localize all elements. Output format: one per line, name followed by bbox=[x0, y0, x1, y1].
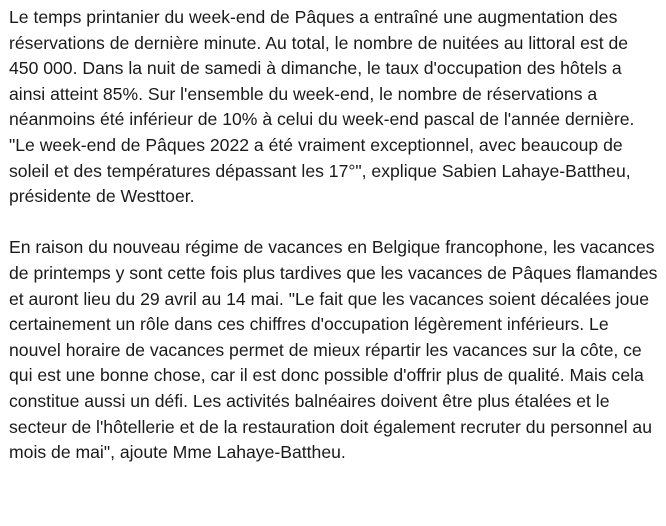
article-paragraph-2: En raison du nouveau régime de vacances en Belgique francophone, les vacances de printemps y sont cette fois plus tardives que les vacances de Pâques flamandes et auront lieu du 29 avril au 14 mai. "Le fait que les vacances soient décalées joue certainement un rôle dans ces chiffres d'occupation légèrement inférieurs. Le nouvel horaire de vacances permet de mieux répartir les vacances sur la côte, ce qui est une bonne chose, car il est donc possible d'offrir plus de qualité. Mais cela constitue aussi un défi. Les activités balnéaires doivent être plus étalées et le secteur de l'hôtellerie et de la restauration doit également recruter du personnel au mois de mai", ajoute Mme Lahaye-Battheu. bbox=[9, 237, 658, 463]
article-paragraph-1: Le temps printanier du week-end de Pâques a entraîné une augmentation des réservations de dernière minute. Au total, le nombre de nuitées au littoral est de 450 000. Dans la nuit de samedi à dimanche, le taux d'occupation des hôtels a ainsi atteint 85%. Sur l'ensemble du week-end, le nombre de réservations a néanmoins été inférieur de 10% à celui du week-end pascal de l'année dernière. "Le week-end de Pâques 2022 a été vraiment exceptionnel, avec beaucoup de soleil et des températures dépassant les 17°", explique Sabien Lahaye-Battheu, présidente de Westtoer. bbox=[9, 7, 635, 207]
article-body bbox=[9, 5, 661, 466]
